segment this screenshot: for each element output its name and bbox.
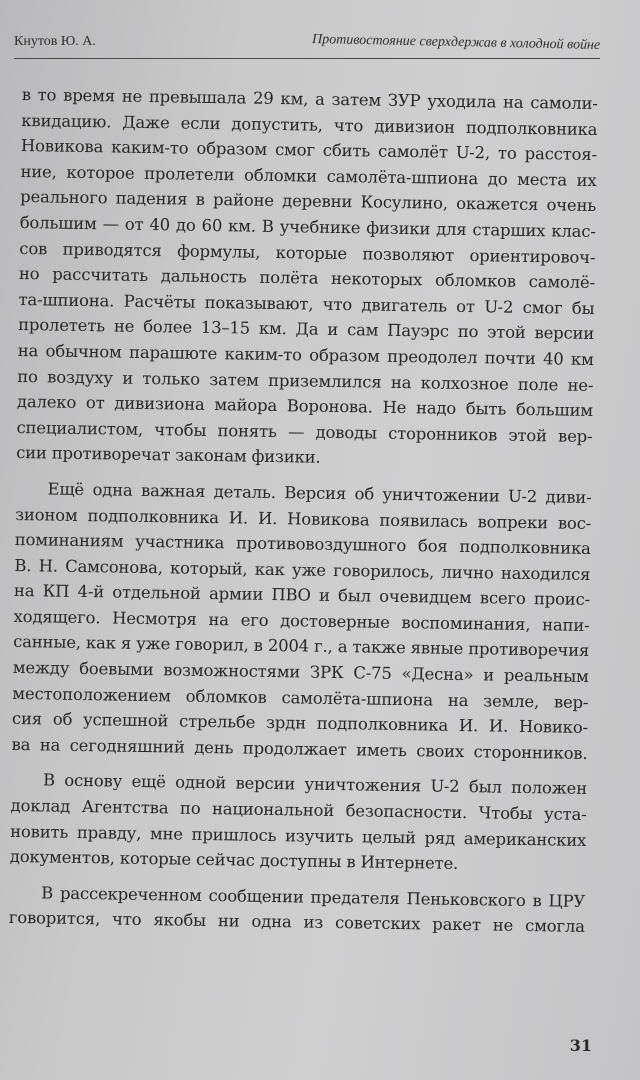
text-line: В. Н. Самсонова, который, как уже говорилось, лично находился (14, 555, 591, 584)
text-line: сов приводятся формулы, которые позволяют ориентировоч- (19, 238, 596, 267)
text-line: сия об успешной стрельбе зрдн подполковника И. И. Новико- (11, 709, 589, 738)
text-line: местоположением обломков самолёта-шпиона на земле, вер- (12, 683, 589, 712)
text-line: Ещё одна важная деталь. Версия об уничтожении U-2 диви- (47, 479, 592, 507)
paragraph (9, 880, 586, 940)
text-line: ва на сегодняшний день продолжает иметь своих сторонников. (11, 734, 588, 763)
text-line: доклад Агентства по национальной безопасности. Чтобы уста- (10, 795, 587, 824)
text-line: та-шпиона. Расчёты показывают, что двигатель от U-2 смог бы (18, 289, 595, 318)
text-line: квидацию. Даже если допустить, что дивизион подполковника (21, 110, 598, 139)
header-author: Кнутов Ю. А. (14, 34, 96, 49)
text-line: Новикова каким-то образом смог сбить самолёт U-2, то расстоя- (20, 136, 598, 165)
text-line: санные, как я уже говорил, в 2004 г., а также явные противоречия (13, 632, 590, 661)
text-line: по воздуху и только затем приземлился на колхозное поле не- (17, 366, 594, 395)
text-line: реального падения в районе деревни Косулино, окажется очень (20, 187, 597, 216)
text-line: сии противоречат законам физики. (16, 443, 321, 468)
text-line: между боевыми возможностями ЗРК С-75 «Десна» и реальным (12, 657, 589, 687)
text-line: специалистом, чтобы понять — доводы сторонников этой вер- (16, 417, 593, 446)
page-number: 31 (569, 1036, 592, 1055)
text-line: пролететь не более 13–15 км. Да и сам Пауэрс по этой версии (18, 315, 595, 344)
text-line: ходящего. Несмотря на его достоверные воспоминания, напи- (13, 606, 590, 635)
text-line: на обычном парашюте каким-то образом преодолел почти 40 км (17, 340, 594, 369)
text-line: но рассчитать дальность полёта некоторых обломков самолё- (18, 264, 596, 293)
text-line: В рассекреченном сообщении предателя Пеньковского в ЦРУ (41, 883, 586, 911)
paragraph (16, 82, 598, 475)
text-line: документов, которые сейчас доступны в Интернете. (9, 847, 459, 874)
text-line: зионом подполковника И. И. Новикова появилась вопреки вос- (15, 504, 592, 533)
text-line: в то время не превышала 29 км, а затем ЗУР уходила на самоли- (21, 84, 598, 114)
body-text (9, 82, 598, 940)
text-line: говорится, что якобы ни одна из советских ракет не смогла (8, 908, 585, 937)
text-line: В основу ещё одной версии уничтожения U-2 был положен (42, 770, 588, 799)
header-book-title: Противостояние сверхдержав в холодной войне (311, 31, 601, 53)
text-line: на КП 4-й отдельной армии ПВО и был очевидцем всего проис- (13, 581, 591, 610)
text-line: ние, которое пролетели обломки самолёта-шпиона до места их (20, 161, 597, 190)
text-line: большим — от 40 до 60 км. В учебнике физики для старших клас- (19, 212, 596, 241)
text-line: далеко от дивизиона майора Воронова. Не надо быть большим (16, 392, 594, 421)
text-line: поминаниям участника противовоздушного боя подполковника (14, 530, 591, 559)
paragraph (11, 476, 591, 767)
running-head (14, 30, 600, 59)
text-line: новить правду, мне пришлось изучить целый ряд американских (10, 821, 587, 850)
paragraph (10, 767, 588, 878)
